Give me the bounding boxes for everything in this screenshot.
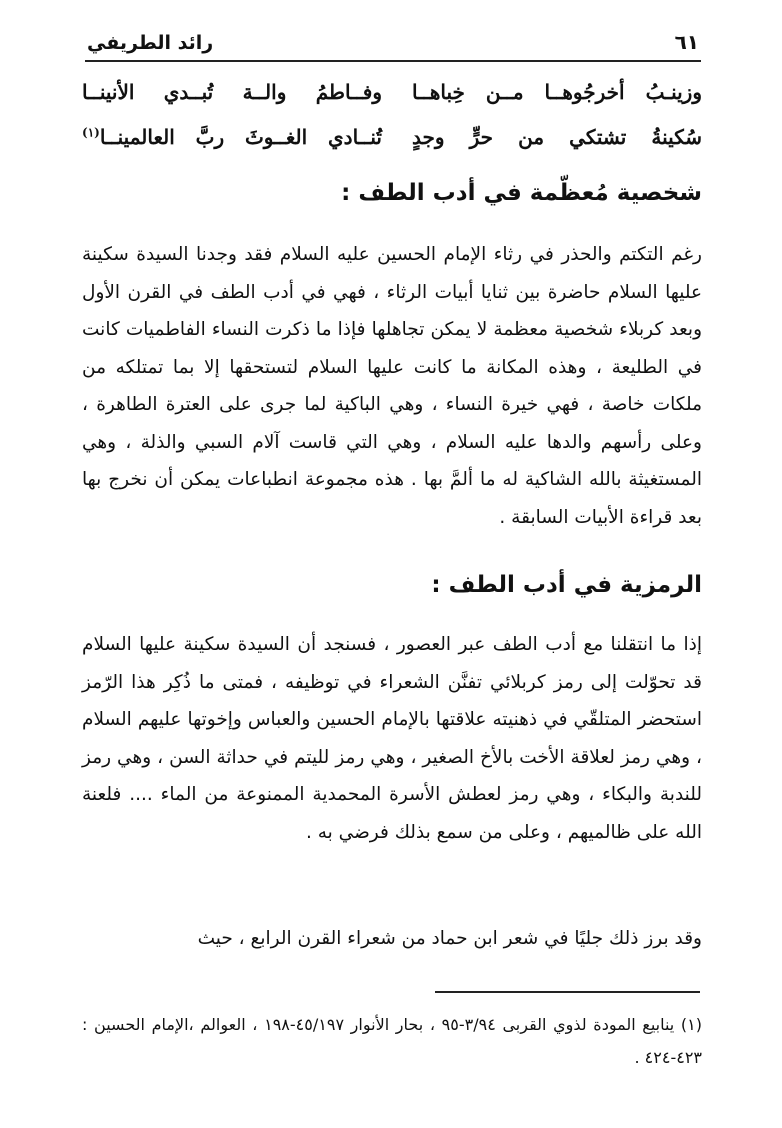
footnote-marker: (١) [82, 125, 100, 140]
section-heading: الرمزية في أدب الطف : [431, 572, 702, 598]
poem-verse [82, 80, 702, 120]
section-heading: شخصية مُعظّمة في أدب الطف : [341, 180, 702, 206]
verse-second-hemistich [82, 125, 382, 165]
verse-first-hemistich: سُكينةُ تشتكي من حرٍّ وجدٍ [412, 125, 702, 149]
body-paragraph: رغم التكتم والحذر في رثاء الإمام الحسين عليه السلام فقد وجدنا السيدة سكينة عليها السلام حاضرة بين ثنايا أبيات الرثاء ، فهي في أدب الطف في القرن الأول وبعد كربلاء شخصية معظمة لا يمكن تجاهلها فإذا ما ذكرت النساء الفاطميات كانت في الطليعة ، وهذه المكانة ما كانت عليها السلام لتستحقها إلا بما تمتلكه من ملكات خاصة ، فهي خيرة النساء ، وهي الباكية لما جرى على العترة الطاهرة ، وعلى رأسهم والدها عليه السلام ، وهي التي قاست آلام السبي والذلة ، وهي المستغيثة بالله الشاكية له ما ألمَّ بها . هذه مجموعة انطباعات يمكن أن نخرج بها بعد قراءة الأبيات السابقة . [82, 244, 702, 528]
page-header [85, 18, 701, 62]
running-title: رائد الطريفي [87, 32, 214, 54]
poem-verse [82, 125, 702, 165]
verse-second-hemistich: وفــاطمُ والــة تُبــدي الأنينــا [82, 80, 382, 104]
footnote: (١) ينابيع المودة لذوي القربى ٣/٩٤-٩٥ ، بحار الأنوار ٤٥/١٩٧-١٩٨ ، العوالم ،الإمام الحسين : ٤٢٣-٤٢٤ . [82, 1015, 702, 1067]
body-paragraph-continuation: وقد برز ذلك جليًا في شعر ابن حماد من شعراء القرن الرابع ، حيث [197, 928, 702, 949]
body-paragraph: إذا ما انتقلنا مع أدب الطف عبر العصور ، فسنجد أن السيدة سكينة عليها السلام قد تحوّلت إلى رمز كربلائي تفنَّن الشعراء في توظيفه ، فمتى ما ذُكِر هذا الرّمز استحضر المتلقّي في ذهنيته علاقتها بالإمام الحسين والعباس وإخوتها عليهم السلام ، وهي رمز لعلاقة الأخت بالأخ الصغير ، وهي رمز لليتم في حداثة السن ، وهي رمز للندبة والبكاء ، وهي رمز لعطش الأسرة المحمدية الممنوعة من الماء .... فلعنة الله على ظالميهم ، وعلى من سمع بذلك فرضي به . [82, 634, 702, 843]
verse-second-text: تُنــادي الغــوثَ ربَّ العالمينــا [99, 125, 382, 149]
verse-first-hemistich: وزينـبُ أخرجُوهــا مــن خِباهــا [412, 80, 702, 104]
page-number: ٦١ [674, 30, 699, 54]
footnote-divider [435, 991, 700, 993]
